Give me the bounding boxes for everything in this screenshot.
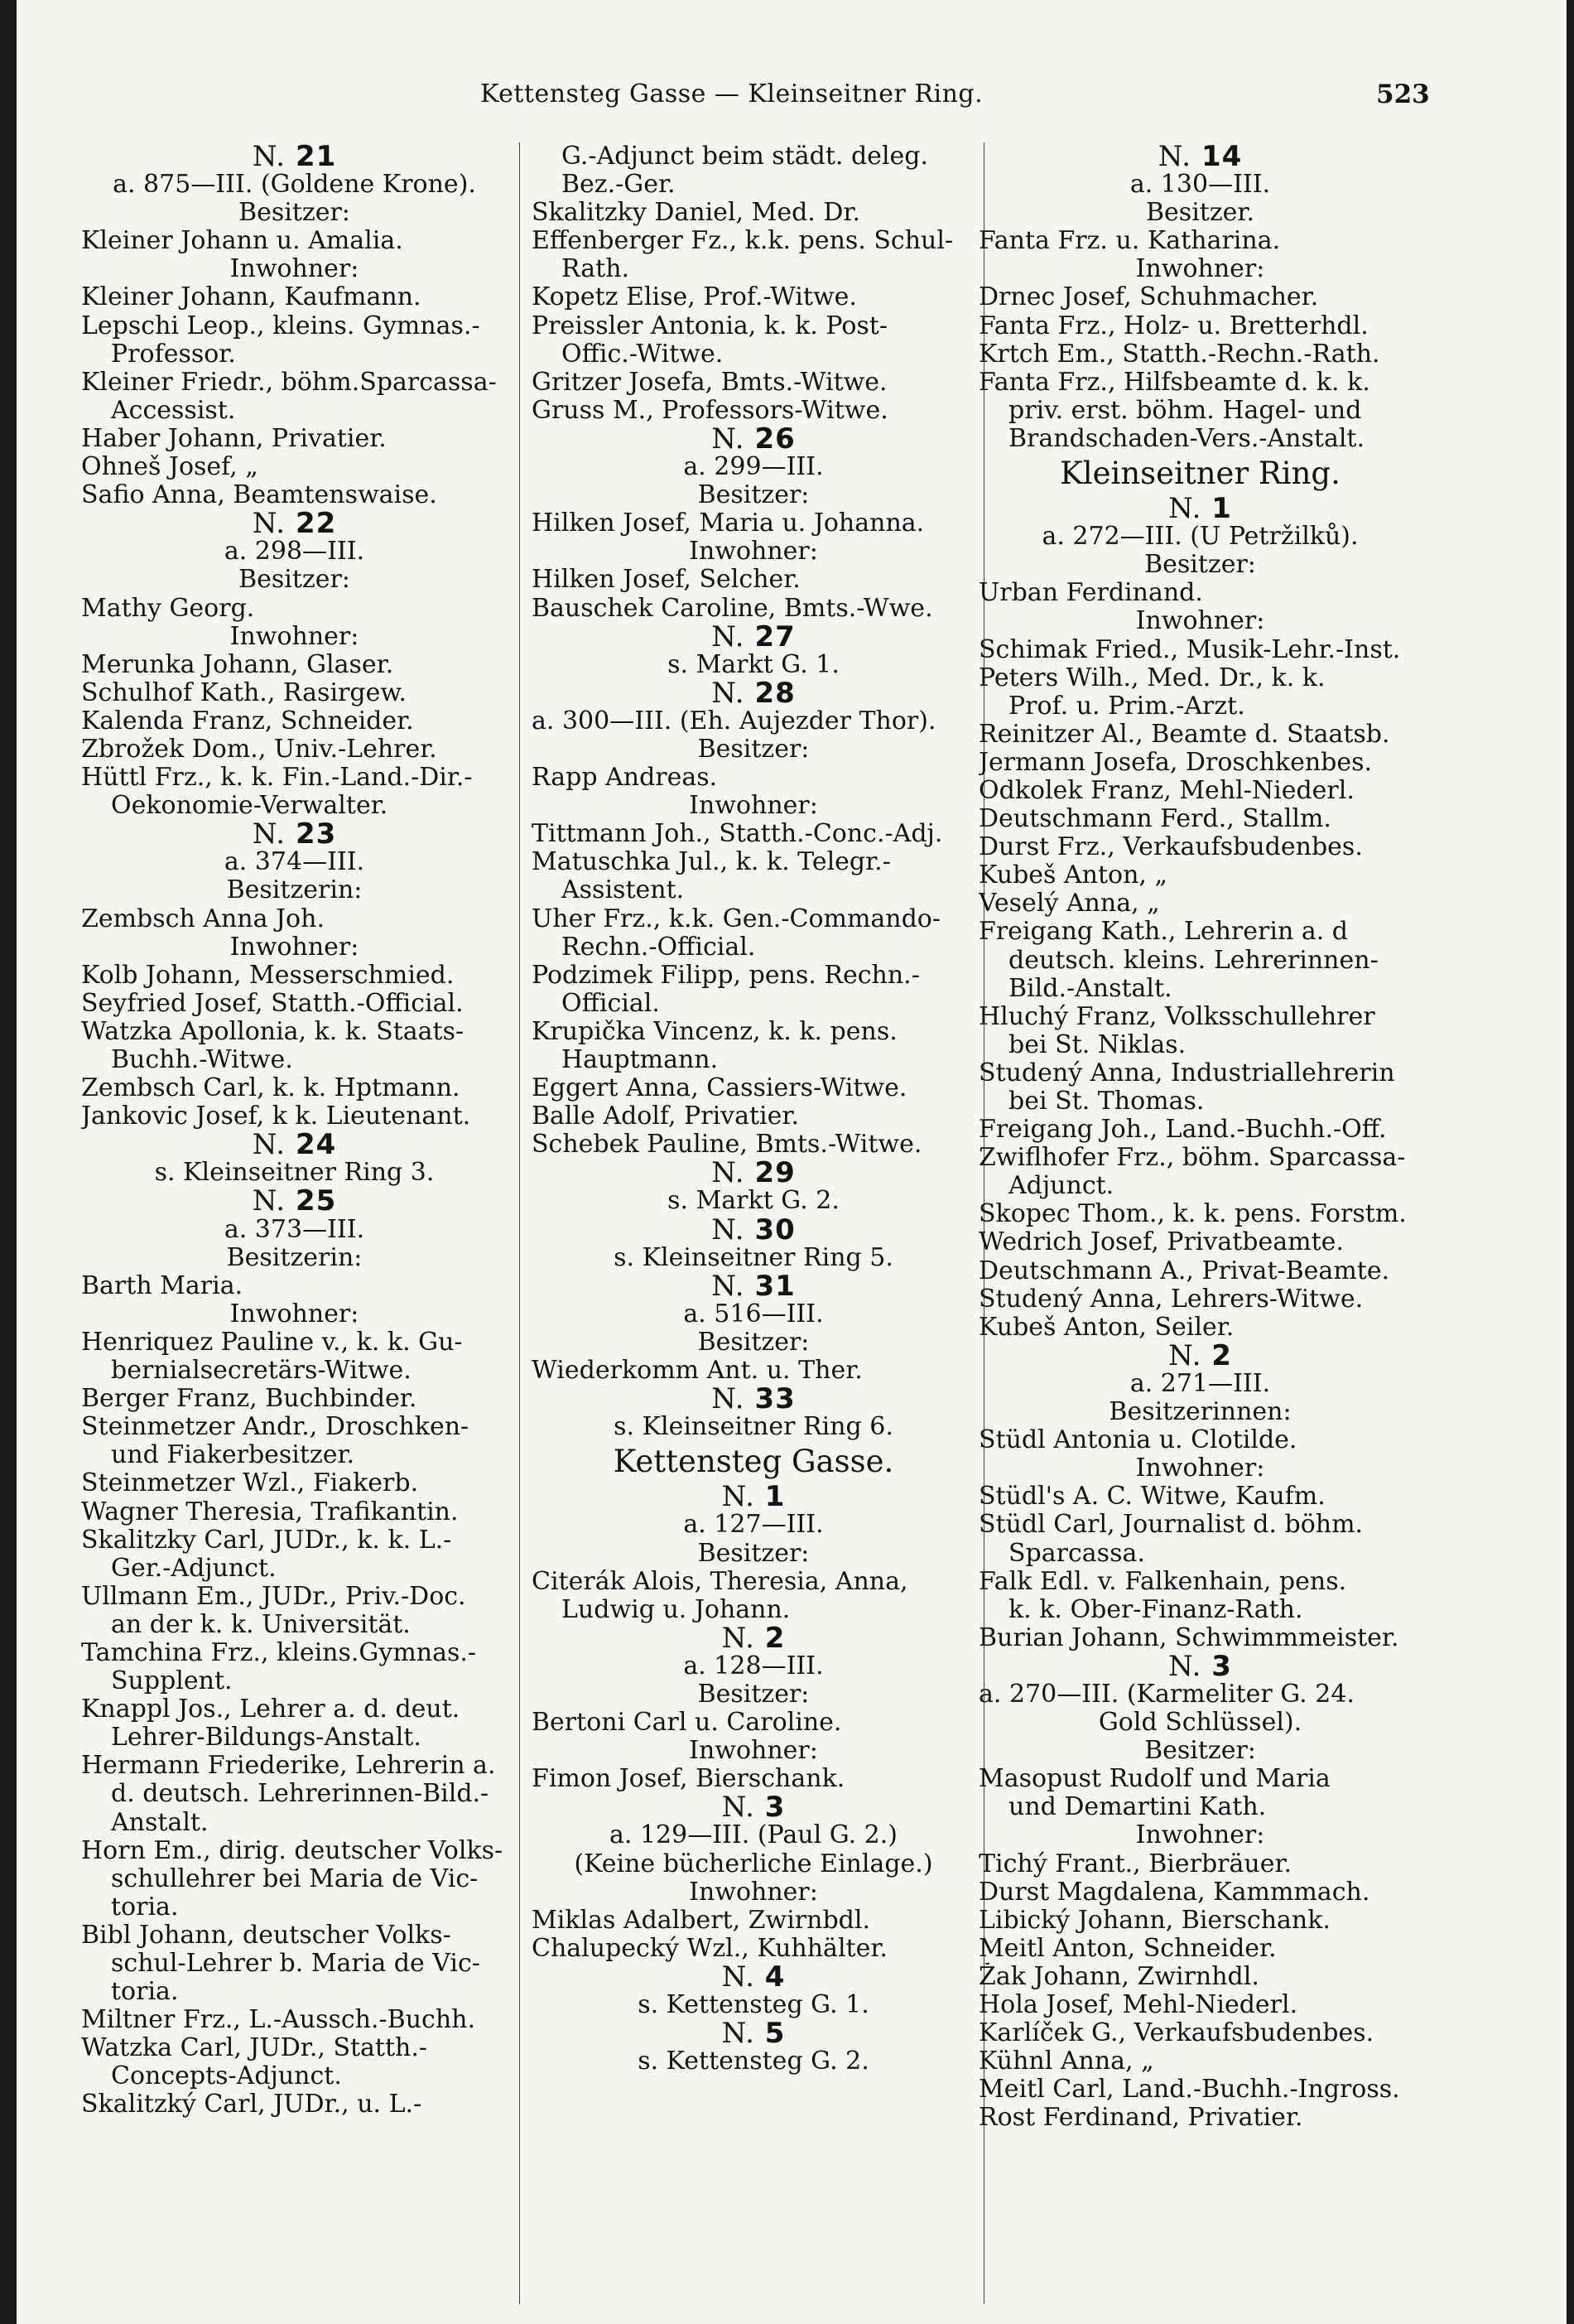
entry-continuation: d. deutsch. Lehrerinnen-Bild.-: [111, 1780, 489, 1809]
entry-line: Hilken Josef, Selcher.: [532, 566, 801, 595]
running-header: [17, 80, 1567, 121]
house-number-value: 28: [754, 678, 796, 707]
entry-line: Watzka Apollonia, k. k. Staats-: [81, 1017, 464, 1046]
entry-continuation: Bez.-Ger.: [561, 171, 676, 200]
entry-continuation: Concepts-Adjunct.: [111, 2062, 342, 2091]
section-heading: Kettensteg Gasse.: [613, 1444, 894, 1480]
entry-line: Henriquez Pauline v., k. k. Gu-: [81, 1328, 463, 1357]
house-number-label: N.: [1158, 142, 1192, 171]
column-right: [979, 142, 1422, 2132]
house-number-label: N.: [252, 142, 286, 171]
entry-line: Schimak Fried., Musik-Lehr.-Inst.: [979, 635, 1401, 664]
house-number-value: 24: [295, 1131, 337, 1160]
entry-line: Steinmetzer Andr., Droschken-: [81, 1413, 469, 1442]
info-line: Besitzer:: [1144, 1737, 1256, 1766]
info-line: Inwohner:: [689, 792, 818, 821]
entry-line: a. 300—III. (Eh. Aujezder Thor).: [532, 706, 936, 735]
entry-continuation: deutsch. kleins. Lehrerinnen-: [1008, 946, 1379, 975]
entry-continuation: Hauptmann.: [561, 1046, 719, 1074]
entry-continuation: Brandschaden-Vers.-Anstalt.: [1008, 424, 1365, 453]
entry-line: Veselý Anna, „: [979, 890, 1160, 919]
info-line: Inwohner:: [689, 1878, 818, 1907]
entry-continuation: schullehrer bei Maria de Vic-: [111, 1864, 479, 1893]
entry-line: Urban Ferdinand.: [979, 579, 1203, 608]
entry-line: Preissler Antonia, k. k. Post-: [532, 311, 888, 340]
entry-line: Kubeš Anton, „: [979, 861, 1168, 890]
entry-continuation: Assistent.: [561, 876, 685, 905]
entry-line: Knappl Jos., Lehrer a. d. deut.: [81, 1695, 460, 1724]
entry-line: Hilken Josef, Maria u. Johanna.: [532, 509, 925, 538]
house-number-value: 3: [764, 1793, 786, 1822]
house-number-value: 5: [764, 2019, 786, 2048]
entry-continuation: bei St. Niklas.: [1008, 1030, 1187, 1059]
house-number-label: N.: [711, 1215, 745, 1244]
house-number: [81, 1187, 508, 1215]
house-number-value: 23: [295, 820, 337, 849]
entry-line: Bauschek Caroline, Bmts.-Wwe.: [532, 594, 933, 623]
entry-continuation: Adjunct.: [1008, 1172, 1114, 1201]
house-number: [532, 1385, 975, 1413]
info-line: s. Kettensteg G. 1.: [638, 1991, 869, 2019]
entry-line: Bibl Johann, deutscher Volks-: [81, 1921, 451, 1950]
entry-continuation: schul-Lehrer b. Maria de Vic-: [111, 1950, 480, 1978]
house-number: [81, 820, 508, 848]
entry-line: Peters Wilh., Med. Dr., k. k.: [979, 663, 1326, 692]
house-number-value: 25: [295, 1187, 337, 1216]
entry-line: Effenberger Fz., k.k. pens. Schul-: [532, 227, 954, 256]
entry-line: Jermann Josefa, Droschkenbes.: [979, 748, 1373, 777]
entry-line: Žak Johann, Zwirnhdl.: [979, 1962, 1259, 1991]
entry-line: Steinmetzer Wzl., Fiakerb.: [81, 1469, 419, 1498]
info-line: Besitzer.: [1146, 199, 1254, 228]
info-line: Inwohner:: [689, 1737, 818, 1766]
house-number-label: N.: [711, 1271, 745, 1300]
info-line: a. 875—III. (Goldene Krone).: [113, 171, 476, 200]
info-line: a. 516—III.: [683, 1299, 824, 1328]
info-line: a. 127—III.: [683, 1511, 824, 1540]
entry-line: Seyfried Josef, Statth.-Official.: [81, 989, 464, 1018]
info-line: (Keine bücherliche Einlage.): [574, 1849, 933, 1878]
info-line: Inwohner:: [689, 538, 818, 567]
entry-line: Hermann Friederike, Lehrerin a.: [81, 1752, 496, 1781]
info-line: Gold Schlüssel).: [1098, 1709, 1302, 1738]
entry-line: Podzimek Filipp, pens. Rechn.-: [532, 961, 920, 990]
entry-line: Stüdl Antonia u. Clotilde.: [979, 1426, 1297, 1455]
house-number: [532, 1963, 975, 1991]
house-number-value: 30: [754, 1215, 796, 1244]
house-number-value: 3: [1211, 1651, 1232, 1680]
entry-line: Miklas Adalbert, Zwirnbdl.: [532, 1906, 870, 1935]
entry-line: Skalitzky Daniel, Med. Dr.: [532, 199, 860, 228]
entry-continuation: Anstalt.: [111, 1808, 209, 1837]
entry-continuation: Bild.-Anstalt.: [1008, 974, 1172, 1003]
entry-line: Krupička Vincenz, k. k. pens.: [532, 1017, 898, 1046]
entry-continuation: Offic.-Witwe.: [561, 340, 724, 369]
house-number: [81, 142, 508, 171]
house-number-label: N.: [721, 1793, 755, 1822]
house-number-label: N.: [711, 622, 745, 651]
entry-line: Wagner Theresia, Trafikantin.: [81, 1497, 459, 1526]
entry-line: Rost Ferdinand, Privatier.: [979, 2104, 1303, 2133]
house-number-value: 14: [1201, 142, 1243, 171]
info-line: a. 272—III. (U Petržilků).: [1042, 523, 1359, 552]
header-title: Kettensteg Gasse — Kleinseitner Ring.: [480, 80, 984, 108]
entry-line: Kopetz Elise, Prof.-Witwe.: [532, 283, 857, 312]
entry-line: Berger Franz, Buchbinder.: [81, 1385, 417, 1414]
entry-line: Kleiner Friedr., böhm.Sparcassa-: [81, 368, 497, 397]
house-number-value: 27: [754, 622, 796, 651]
entry-line: Fimon Josef, Bierschank.: [532, 1765, 845, 1794]
entry-continuation: Official.: [561, 989, 660, 1018]
house-number-value: 26: [754, 424, 796, 454]
entry-continuation: priv. erst. böhm. Hagel- und: [1008, 396, 1362, 425]
house-number: [532, 1216, 975, 1244]
column-left: [81, 142, 508, 2119]
entry-line: Merunka Johann, Glaser.: [81, 650, 394, 679]
entry-line: Watzka Carl, JUDr., Statth.-: [81, 2034, 428, 2063]
entry-line: Jankovic Josef, k k. Lieutenant.: [81, 1102, 471, 1131]
info-line: Inwohner:: [1135, 1454, 1265, 1483]
house-number-value: 29: [754, 1159, 796, 1188]
entry-line: Karlíček G., Verkaufsbudenbes.: [979, 2019, 1374, 2048]
house-number-value: 1: [764, 1483, 786, 1512]
house-number-label: N.: [721, 1623, 755, 1652]
entry-line: Meitl Carl, Land.-Buchh.-Ingross.: [979, 2076, 1400, 2105]
entry-line: Wedrich Josef, Privatbeamte.: [979, 1228, 1344, 1257]
info-line: a. 271—III.: [1129, 1369, 1271, 1398]
info-line: Besitzerin:: [226, 876, 363, 905]
house-number-label: N.: [252, 509, 286, 538]
info-line: a. 128—III.: [683, 1651, 824, 1680]
entry-continuation: und Fiakerbesitzer.: [111, 1441, 355, 1470]
house-number-label: N.: [1168, 494, 1202, 523]
entry-continuation: bernialsecretärs-Witwe.: [111, 1357, 412, 1386]
entry-line: Kalenda Franz, Schneider.: [81, 706, 414, 735]
house-number: [81, 509, 508, 538]
house-number-label: N.: [711, 424, 745, 454]
info-line: Besitzer:: [238, 566, 350, 595]
entry-line: Ohneš Josef, „: [81, 453, 258, 482]
info-line: Besitzer:: [697, 481, 810, 510]
house-number-label: N.: [1168, 1341, 1202, 1370]
entry-line: Odkolek Franz, Mehl-Niederl.: [979, 776, 1355, 805]
info-line: Besitzer:: [697, 1328, 810, 1357]
entry-continuation: an der k. k. Universität.: [111, 1610, 411, 1639]
entry-line: Schebek Pauline, Bmts.-Witwe.: [532, 1131, 922, 1160]
entry-line: Matuschka Jul., k. k. Telegr.-: [532, 848, 891, 877]
entry-line: Gruss M., Professors-Witwe.: [532, 396, 888, 425]
entry-line: Barth Maria.: [81, 1271, 243, 1300]
entry-line: Stüdl's A. C. Witwe, Kaufm.: [979, 1483, 1326, 1512]
house-number: [532, 1483, 975, 1511]
entry-line: Falk Edl. v. Falkenhain, pens.: [979, 1567, 1347, 1596]
entry-line: Studený Anna, Lehrers-Witwe.: [979, 1285, 1364, 1314]
info-line: Besitzer:: [238, 199, 350, 228]
house-number-value: 33: [754, 1385, 796, 1414]
entry-line: Kubeš Anton, Seiler.: [979, 1313, 1235, 1342]
entry-continuation: Ger.-Adjunct.: [111, 1554, 277, 1583]
entry-line: Zbrožek Dom., Univ.-Lehrer.: [81, 735, 437, 764]
entry-line: Kleiner Johann, Kaufmann.: [81, 283, 421, 312]
entry-line: Kolb Johann, Messerschmied.: [81, 961, 455, 990]
section-heading: Kleinseitner Ring.: [1060, 456, 1341, 492]
house-number: [532, 679, 975, 707]
entry-line: a. 270—III. (Karmeliter G. 24.: [979, 1680, 1355, 1709]
entry-continuation: bei St. Thomas.: [1008, 1087, 1205, 1116]
entry-line: Schulhof Kath., Rasirgew.: [81, 678, 407, 707]
entry-continuation: toria.: [111, 1978, 179, 2007]
entry-line: Skalitzký Carl, JUDr., u. L.-: [81, 2090, 422, 2119]
entry-continuation: k. k. Ober-Finanz-Rath.: [1008, 1595, 1303, 1624]
entry-line: Libický Johann, Bierschank.: [979, 1906, 1331, 1935]
info-line: a. 298—III.: [224, 538, 365, 567]
entry-line: Zwiflhofer Frz., böhm. Sparcassa-: [979, 1144, 1406, 1173]
column-divider: [519, 142, 520, 2304]
entry-line: Wiederkomm Ant. u. Ther.: [532, 1357, 863, 1386]
entry-continuation: Ludwig u. Johann.: [561, 1595, 791, 1624]
house-number-value: 4: [764, 1962, 786, 1991]
house-number-value: 21: [295, 142, 337, 171]
entry-continuation: Rath.: [561, 255, 630, 284]
house-number-value: 1: [1211, 494, 1232, 523]
house-number: [532, 1159, 975, 1187]
entry-line: Uher Frz., k.k. Gen.-Commando-: [532, 904, 941, 933]
info-line: Besitzer:: [697, 1539, 810, 1568]
info-line: s. Kleinseitner Ring 5.: [614, 1243, 893, 1272]
info-line: Inwohner:: [229, 622, 359, 651]
entry-line: Durst Magdalena, Kammmach.: [979, 1878, 1370, 1907]
entry-line: Fanta Frz., Hilfsbeamte d. k. k.: [979, 368, 1370, 397]
entry-continuation: Rechn.-Official.: [561, 933, 756, 962]
house-number: [81, 1131, 508, 1159]
entry-line: Kleiner Johann u. Amalia.: [81, 227, 403, 256]
house-number: [979, 1652, 1422, 1680]
info-line: Besitzerin:: [226, 1243, 363, 1272]
entry-line: Deutschmann A., Privat-Beamte.: [979, 1256, 1390, 1285]
entry-line: Studený Anna, Industriallehrerin: [979, 1058, 1395, 1087]
entry-continuation: Prof. u. Prim.-Arzt.: [1008, 692, 1245, 721]
entry-continuation: Sparcassa.: [1008, 1539, 1145, 1568]
entry-continuation: und Demartini Kath.: [1008, 1793, 1267, 1822]
info-line: Besitzer:: [697, 735, 810, 764]
entry-line: Drnec Josef, Schuhmacher.: [979, 283, 1319, 312]
entry-line: Freigang Joh., Land.-Buchh.-Off.: [979, 1116, 1387, 1145]
house-number: [979, 494, 1422, 523]
entry-line: Hüttl Frz., k. k. Fin.-Land.-Dir.-: [81, 764, 473, 793]
entry-line: Tittmann Joh., Statth.-Conc.-Adj.: [532, 820, 943, 849]
entry-continuation: Accessist.: [111, 396, 236, 425]
entry-line: Bertoni Carl u. Caroline.: [532, 1709, 842, 1738]
entry-line: Freigang Kath., Lehrerin a. d: [979, 918, 1348, 947]
house-number-label: N.: [711, 1159, 745, 1188]
entry-continuation: Oekonomie-Verwalter.: [111, 792, 388, 821]
info-line: s. Markt G. 2.: [667, 1187, 840, 1216]
entry-line: Chalupecký Wzl., Kuhhälter.: [532, 1934, 888, 1963]
house-number-label: N.: [711, 1385, 745, 1414]
entry-line: Hola Josef, Mehl-Niederl.: [979, 1991, 1298, 2019]
info-line: Besitzer:: [697, 1680, 810, 1709]
info-line: Besitzerinnen:: [1109, 1398, 1292, 1427]
entry-continuation: Professor.: [111, 340, 236, 369]
house-number: [532, 1624, 975, 1652]
entry-line: Citerák Alois, Theresia, Anna,: [532, 1567, 908, 1596]
entry-line: Deutschmann Ferd., Stallm.: [979, 805, 1331, 834]
info-line: a. 299—III.: [683, 453, 824, 482]
house-number: [532, 1272, 975, 1300]
house-number-label: N.: [252, 1131, 286, 1160]
entry-line: Tamchina Frz., kleins.Gymnas.-: [81, 1638, 477, 1667]
entry-line: Skalitzky Carl, JUDr., k. k. L.-: [81, 1526, 452, 1555]
entry-line: Fanta Frz., Holz- u. Bretterhdl.: [979, 311, 1369, 340]
info-line: s. Kleinseitner Ring 6.: [614, 1413, 893, 1442]
page-number: 523: [1376, 80, 1430, 109]
info-line: a. 373—III.: [224, 1215, 365, 1244]
entry-line: Burian Johann, Schwimmmeister.: [979, 1623, 1399, 1652]
entry-line: Miltner Frz., L.-Aussch.-Buchh.: [81, 2006, 476, 2035]
entry-continuation: Supplent.: [111, 1667, 233, 1696]
info-line: Besitzer:: [1144, 551, 1256, 580]
house-number: [532, 2019, 975, 2047]
entry-line: Krtch Em., Statth.-Rechn.-Rath.: [979, 340, 1380, 369]
house-number: [532, 425, 975, 453]
entry-line: Horn Em., dirig. deutscher Volks-: [81, 1836, 503, 1865]
entry-line: Kühnl Anna, „: [979, 2047, 1154, 2076]
entry-line: Durst Frz., Verkaufsbudenbes.: [979, 833, 1363, 862]
entry-line: Balle Adolf, Privatier.: [532, 1102, 799, 1131]
house-number-label: N.: [721, 2019, 755, 2048]
info-line: Inwohner:: [1135, 255, 1265, 284]
house-number: [979, 1342, 1422, 1370]
house-number-value: 2: [764, 1623, 786, 1652]
entry-line: Eggert Anna, Cassiers-Witwe.: [532, 1074, 907, 1103]
info-line: a. 130—III.: [1129, 171, 1271, 200]
entry-line: Stüdl Carl, Journalist d. böhm.: [979, 1511, 1364, 1540]
house-number-label: N.: [252, 820, 286, 849]
info-line: Inwohner:: [1135, 1821, 1265, 1850]
entry-line: Gritzer Josefa, Bmts.-Witwe.: [532, 368, 888, 397]
entry-line: Meitl Anton, Schneider.: [979, 1934, 1277, 1963]
entry-line: Ullmann Em., JUDr., Priv.-Doc.: [81, 1582, 466, 1611]
house-number-value: 2: [1211, 1341, 1232, 1370]
info-line: Inwohner:: [229, 255, 359, 284]
entry-continuation: G.-Adjunct beim städt. deleg.: [561, 142, 929, 171]
info-line: a. 374—III.: [224, 848, 365, 877]
house-number: [532, 1793, 975, 1821]
info-line: Inwohner:: [229, 933, 359, 962]
house-number-value: 22: [295, 509, 337, 538]
entry-continuation: toria.: [111, 1892, 179, 1921]
entry-line: Zembsch Carl, k. k. Hptmann.: [81, 1074, 460, 1103]
house-number-label: N.: [721, 1962, 755, 1991]
house-number-label: N.: [721, 1483, 755, 1512]
entry-line: Fanta Frz. u. Katharina.: [979, 227, 1281, 256]
info-line: s. Kleinseitner Ring 3.: [154, 1159, 435, 1188]
entry-line: Skopec Thom., k. k. pens. Forstm.: [979, 1200, 1407, 1229]
entry-line: Safio Anna, Beamtenswaise.: [81, 481, 437, 510]
info-line: Inwohner:: [229, 1299, 359, 1328]
entry-continuation: Buchh.-Witwe.: [111, 1046, 293, 1074]
house-number-value: 31: [754, 1271, 796, 1300]
info-line: s. Markt G. 1.: [667, 650, 840, 679]
entry-line: Hluchý Franz, Volksschullehrer: [979, 1002, 1375, 1031]
house-number: [532, 623, 975, 651]
info-line: a. 129—III. (Paul G. 2.): [609, 1821, 898, 1850]
info-line: s. Kettensteg G. 2.: [638, 2047, 869, 2076]
entry-line: Mathy Georg.: [81, 594, 255, 623]
entry-line: Masopust Rudolf und Maria: [979, 1765, 1331, 1794]
house-number-label: N.: [711, 678, 745, 707]
entry-continuation: Lehrer-Bildungs-Anstalt.: [111, 1724, 421, 1753]
info-line: Inwohner:: [1135, 607, 1265, 636]
directory-page: [17, 0, 1567, 2324]
house-number: [979, 142, 1422, 171]
column-middle: [532, 142, 975, 2076]
entry-line: Reinitzer Al., Beamte d. Staatsb.: [979, 720, 1390, 749]
entry-line: Haber Johann, Privatier.: [81, 424, 387, 453]
entry-line: Tichý Frant., Bierbräuer.: [979, 1849, 1292, 1878]
entry-line: Zembsch Anna Joh.: [81, 904, 325, 933]
entry-line: Lepschi Leop., kleins. Gymnas.-: [81, 311, 480, 340]
house-number-label: N.: [1168, 1651, 1202, 1680]
house-number-label: N.: [252, 1187, 286, 1216]
entry-line: Rapp Andreas.: [532, 764, 718, 793]
